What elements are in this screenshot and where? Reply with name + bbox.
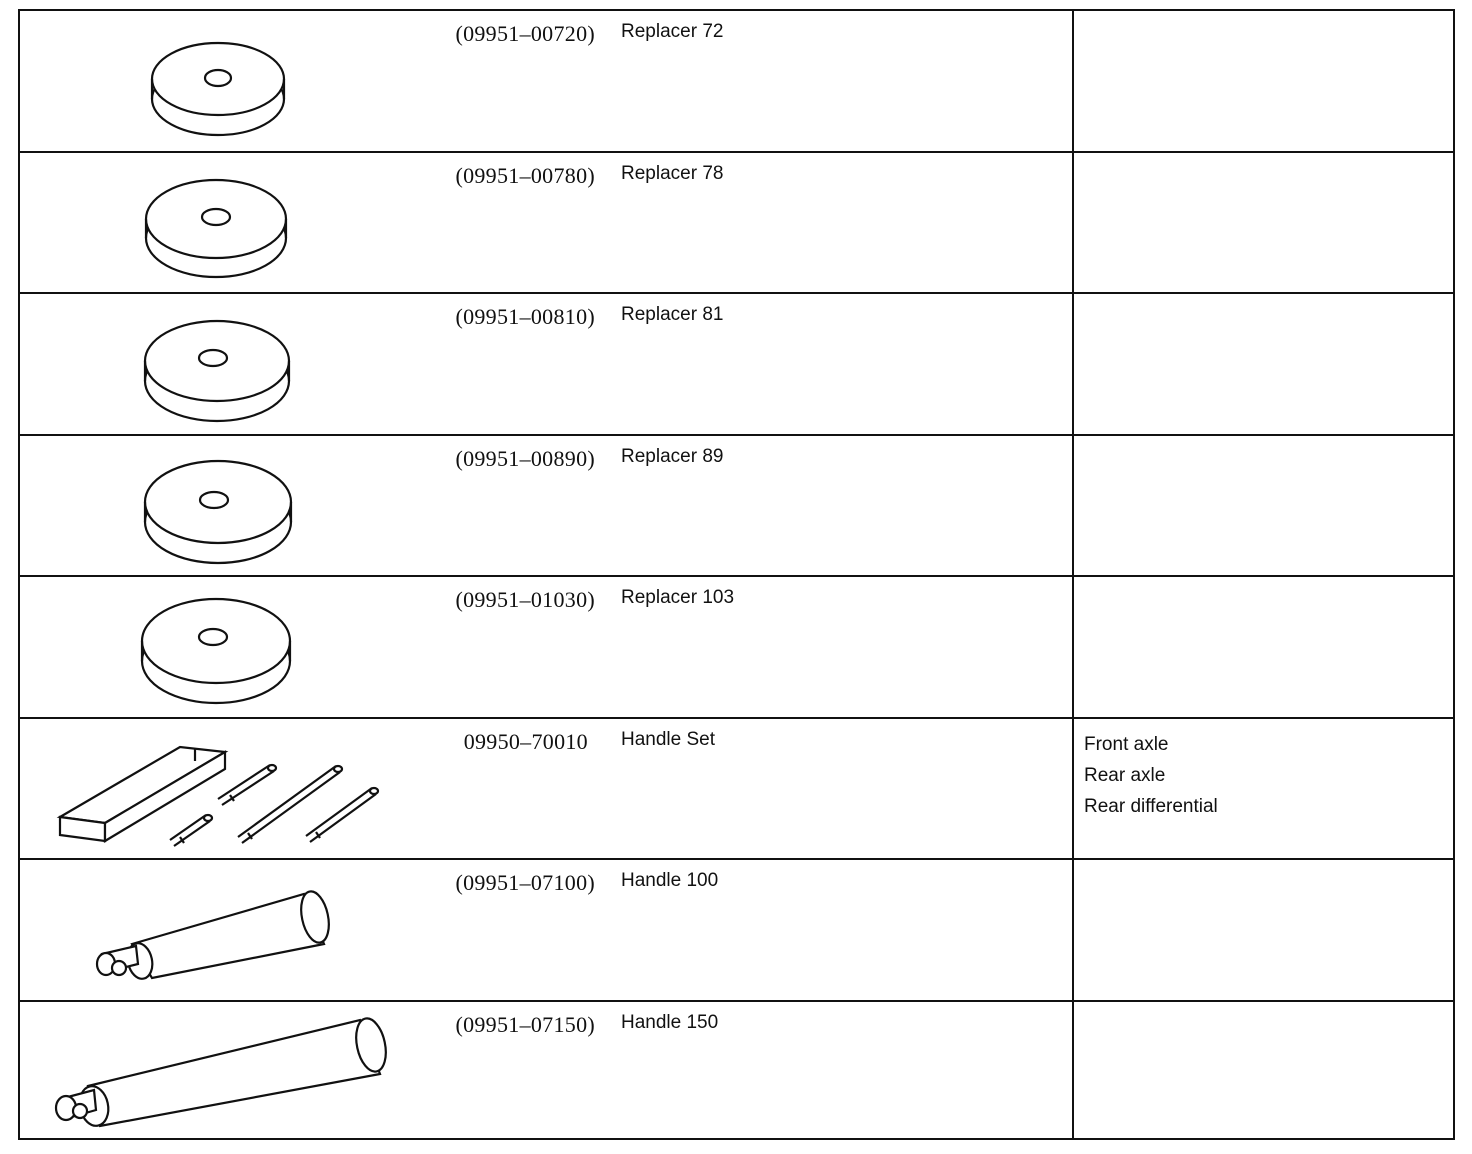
column-divider	[1072, 1002, 1074, 1138]
special-tools-table	[18, 9, 1455, 1140]
column-divider	[1072, 860, 1074, 1000]
part-number: (09951–00720)	[455, 21, 595, 46]
replacer-disc-icon	[20, 294, 420, 434]
replacer-disc-icon	[20, 436, 420, 576]
handle-long-icon	[20, 1002, 420, 1138]
column-divider	[1072, 577, 1074, 717]
usage-item: Front axle	[1084, 734, 1169, 755]
part-number: 09950–70010	[463, 729, 588, 754]
tool-row	[20, 11, 1453, 153]
tool-name: Replacer 78	[621, 163, 724, 184]
part-number: (09951–07100)	[455, 870, 595, 895]
tool-name: Handle Set	[621, 729, 716, 750]
column-divider	[1072, 719, 1074, 858]
column-divider	[1072, 436, 1074, 575]
part-number: (09951–00810)	[455, 304, 595, 329]
part-number: (09951–07150)	[455, 1012, 595, 1037]
handle-set-icon	[20, 719, 420, 859]
usage-item: Rear differential	[1084, 796, 1218, 817]
column-divider	[1072, 11, 1074, 151]
tool-row	[20, 153, 1453, 294]
tool-name: Handle 150	[621, 1012, 719, 1033]
tool-name: Replacer 103	[621, 587, 735, 608]
part-number: (09951–00890)	[455, 446, 595, 471]
handle-icon	[20, 860, 420, 1000]
tool-name: Replacer 89	[621, 446, 724, 467]
tool-name: Replacer 81	[621, 304, 724, 325]
tool-row	[20, 1002, 1453, 1138]
tool-row	[20, 719, 1453, 860]
tool-name: Replacer 72	[621, 21, 724, 42]
replacer-disc-icon	[20, 11, 420, 151]
replacer-disc-icon	[20, 577, 420, 717]
tool-row	[20, 294, 1453, 436]
part-number: (09951–01030)	[455, 587, 595, 612]
tool-row	[20, 577, 1453, 719]
tool-name: Handle 100	[621, 870, 719, 891]
part-number: (09951–00780)	[455, 163, 595, 188]
usage-list	[1084, 729, 1218, 822]
column-divider	[1072, 294, 1074, 434]
tool-row	[20, 436, 1453, 577]
replacer-disc-icon	[20, 153, 420, 293]
column-divider	[1072, 153, 1074, 292]
usage-item: Rear axle	[1084, 765, 1166, 786]
tool-row	[20, 860, 1453, 1002]
